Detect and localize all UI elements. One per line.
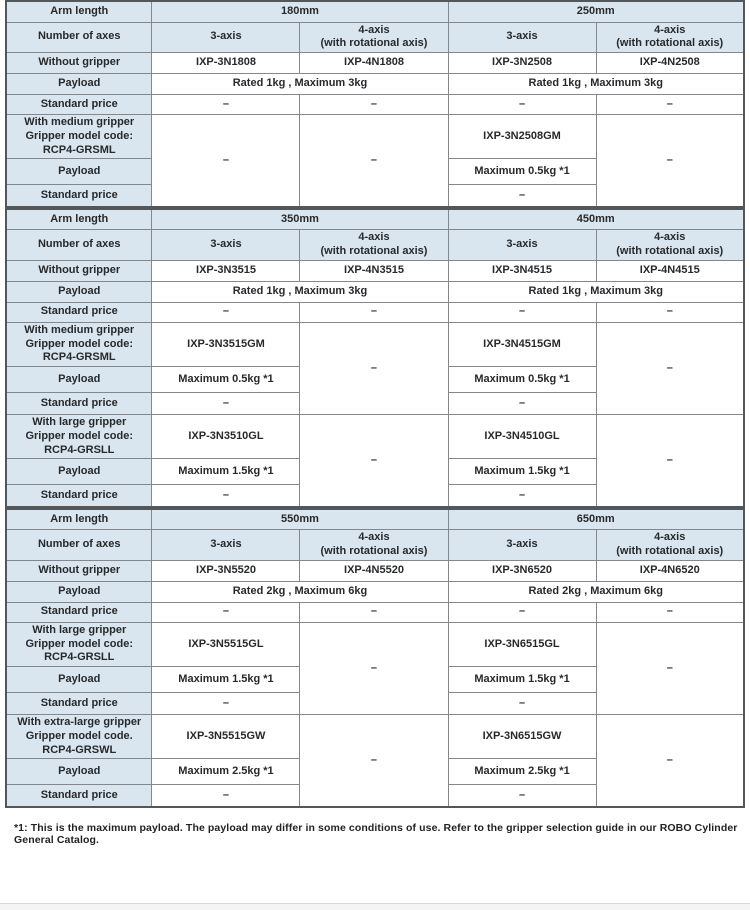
model-cell: IXP-3N2508 <box>448 53 596 74</box>
payload-cell: Maximum 1.5kg *1 <box>152 667 300 693</box>
table-row <box>6 322 744 366</box>
payload-cell: Maximum 0.5kg *1 <box>448 159 596 185</box>
axis-header-4axis <box>300 230 448 261</box>
price-cell: – <box>448 485 596 507</box>
axis-header-3axis: 3-axis <box>152 530 300 561</box>
table-row <box>6 74 744 95</box>
table-row <box>6 530 744 561</box>
price-cell: – <box>152 302 300 322</box>
price-cell: – <box>152 602 300 622</box>
arm-length-value: 450mm <box>448 209 744 230</box>
table-row <box>6 509 744 530</box>
page-bottom-divider <box>0 903 750 910</box>
price-label: Standard price <box>6 302 152 322</box>
price-label: Standard price <box>6 485 152 507</box>
payload-label: Payload <box>6 667 152 693</box>
model-cell: IXP-4N3515 <box>300 260 448 281</box>
arm-length-label: Arm length <box>6 509 152 530</box>
payload-label: Payload <box>6 759 152 785</box>
gripper-label-line3: RCP4-GRSWL <box>42 743 117 756</box>
axis-header-line1: 4-axis <box>654 531 686 544</box>
price-label: Standard price <box>6 393 152 415</box>
price-cell: – <box>152 393 300 415</box>
price-cell: – <box>596 302 744 322</box>
axis-header-4axis <box>596 530 744 561</box>
gripper-label-line3: RCP4-GRSML <box>42 351 116 364</box>
price-label: Standard price <box>6 185 152 207</box>
axis-header-3axis: 3-axis <box>152 22 300 53</box>
table-row <box>6 602 744 622</box>
price-label: Standard price <box>6 95 152 115</box>
gripper-label-line2: Gripper model code. <box>25 729 133 742</box>
table-row <box>6 622 744 666</box>
price-cell: – <box>300 95 448 115</box>
table-row <box>6 260 744 281</box>
arm-length-value: 250mm <box>448 1 744 22</box>
gripper-label-line2: Gripper model code: <box>25 637 134 650</box>
price-label: Standard price <box>6 602 152 622</box>
table-row <box>6 281 744 302</box>
model-cell: IXP-4N5520 <box>300 560 448 581</box>
arm-length-value: 550mm <box>152 509 448 530</box>
gripper-label-line3: RCP4-GRSLL <box>44 651 115 664</box>
model-cell: IXP-3N4510GL <box>448 415 596 459</box>
axes-label: Number of axes <box>6 530 152 561</box>
na-cell: – <box>300 622 448 714</box>
na-cell: – <box>300 415 448 507</box>
model-cell: IXP-4N4515 <box>596 260 744 281</box>
spec-table-350-450 <box>5 208 745 508</box>
without-gripper-label: Without gripper <box>6 260 152 281</box>
model-cell: IXP-4N6520 <box>596 560 744 581</box>
payload-cell: Rated 1kg , Maximum 3kg <box>152 281 448 302</box>
price-cell: – <box>152 785 300 807</box>
axis-header-line2: (with rotational axis) <box>320 245 428 257</box>
model-cell: IXP-3N6515GW <box>448 715 596 759</box>
gripper-block-label <box>6 415 152 459</box>
payload-cell: Maximum 2.5kg *1 <box>152 759 300 785</box>
axis-header-line1: 4-axis <box>654 23 686 36</box>
payload-cell: Rated 1kg , Maximum 3kg <box>448 281 744 302</box>
payload-cell: Rated 2kg , Maximum 6kg <box>152 581 448 602</box>
model-cell: IXP-3N5515GL <box>152 622 300 666</box>
axis-header-4axis <box>596 22 744 53</box>
table-row <box>6 715 744 759</box>
payload-cell: Maximum 1.5kg *1 <box>448 667 596 693</box>
gripper-label-line2: Gripper model code: <box>25 129 134 142</box>
na-cell: – <box>300 715 448 807</box>
model-cell: IXP-3N4515GM <box>448 322 596 366</box>
spec-table-550-650 <box>5 508 745 808</box>
table-row <box>6 209 744 230</box>
price-cell: – <box>152 693 300 715</box>
payload-label: Payload <box>6 74 152 95</box>
payload-label: Payload <box>6 281 152 302</box>
axis-header-line1: 4-axis <box>358 23 390 36</box>
table-row <box>6 302 744 322</box>
payload-cell: Maximum 2.5kg *1 <box>448 759 596 785</box>
axis-header-3axis: 3-axis <box>448 230 596 261</box>
without-gripper-label: Without gripper <box>6 53 152 74</box>
price-cell: – <box>596 95 744 115</box>
na-cell: – <box>596 622 744 714</box>
model-cell: IXP-3N3510GL <box>152 415 300 459</box>
gripper-label-line2: Gripper model code: <box>25 337 134 350</box>
model-cell: IXP-3N3515 <box>152 260 300 281</box>
axis-header-line1: 4-axis <box>654 231 686 244</box>
gripper-label-line1: With large gripper <box>32 416 127 428</box>
gripper-label-line1: With large gripper <box>32 623 127 636</box>
price-cell: – <box>448 785 596 807</box>
na-cell: – <box>300 322 448 414</box>
price-cell: – <box>596 602 744 622</box>
gripper-label-line3: RCP4-GRSML <box>42 143 116 156</box>
model-cell: IXP-3N1808 <box>152 53 300 74</box>
price-cell: – <box>152 485 300 507</box>
gripper-block-label <box>6 322 152 366</box>
model-cell: IXP-4N2508 <box>596 53 744 74</box>
table-row <box>6 95 744 115</box>
payload-cell: Maximum 0.5kg *1 <box>152 367 300 393</box>
model-cell: IXP-3N5515GW <box>152 715 300 759</box>
price-cell: – <box>448 302 596 322</box>
arm-length-value: 350mm <box>152 209 448 230</box>
axis-header-4axis <box>596 230 744 261</box>
payload-cell: Maximum 0.5kg *1 <box>448 367 596 393</box>
table-row <box>6 115 744 159</box>
payload-cell: Rated 1kg , Maximum 3kg <box>448 74 744 95</box>
gripper-label-line1: With extra-large gripper <box>17 716 142 728</box>
price-cell: – <box>152 95 300 115</box>
model-cell: IXP-4N1808 <box>300 53 448 74</box>
arm-length-value: 650mm <box>448 509 744 530</box>
axis-header-line1: 4-axis <box>358 231 390 244</box>
axis-header-line1: 4-axis <box>358 531 390 544</box>
na-cell: – <box>596 415 744 507</box>
payload-cell: Rated 2kg , Maximum 6kg <box>448 581 744 602</box>
arm-length-label: Arm length <box>6 209 152 230</box>
price-cell: – <box>448 95 596 115</box>
axis-header-4axis <box>300 530 448 561</box>
gripper-block-label <box>6 715 152 759</box>
gripper-label-line1: With medium gripper <box>24 116 135 128</box>
gripper-block-label <box>6 115 152 159</box>
axis-header-3axis: 3-axis <box>448 22 596 53</box>
spec-table-180-250 <box>5 0 745 208</box>
gripper-label-line1: With medium gripper <box>24 323 135 336</box>
without-gripper-label: Without gripper <box>6 560 152 581</box>
gripper-label-line3: RCP4-GRSLL <box>44 443 115 456</box>
payload-label: Payload <box>6 459 152 485</box>
model-cell: IXP-3N5520 <box>152 560 300 581</box>
na-cell: – <box>300 115 448 207</box>
na-cell: – <box>596 715 744 807</box>
na-cell: – <box>152 115 300 207</box>
price-label: Standard price <box>6 693 152 715</box>
payload-cell: Maximum 1.5kg *1 <box>152 459 300 485</box>
model-cell: IXP-3N6515GL <box>448 622 596 666</box>
price-cell: – <box>448 393 596 415</box>
table-row <box>6 230 744 261</box>
na-cell: – <box>596 322 744 414</box>
axes-label: Number of axes <box>6 22 152 53</box>
payload-label: Payload <box>6 367 152 393</box>
price-cell: – <box>448 185 596 207</box>
table-row <box>6 560 744 581</box>
model-cell: IXP-3N2508GM <box>448 115 596 159</box>
model-cell: IXP-3N6520 <box>448 560 596 581</box>
price-label: Standard price <box>6 785 152 807</box>
payload-label: Payload <box>6 159 152 185</box>
axis-header-line2: (with rotational axis) <box>616 545 724 557</box>
payload-label: Payload <box>6 581 152 602</box>
table-row <box>6 1 744 22</box>
axis-header-4axis <box>300 22 448 53</box>
na-cell: – <box>596 115 744 207</box>
axis-header-3axis: 3-axis <box>448 530 596 561</box>
table-row <box>6 53 744 74</box>
axis-header-line2: (with rotational axis) <box>320 37 428 50</box>
axis-header-line2: (with rotational axis) <box>616 245 724 257</box>
payload-cell: Rated 1kg , Maximum 3kg <box>152 74 448 95</box>
payload-cell: Maximum 1.5kg *1 <box>448 459 596 485</box>
arm-length-value: 180mm <box>152 1 448 22</box>
axis-header-line2: (with rotational axis) <box>320 545 428 557</box>
arm-length-label: Arm length <box>6 1 152 22</box>
model-cell: IXP-3N3515GM <box>152 322 300 366</box>
gripper-label-line2: Gripper model code: <box>25 429 134 442</box>
table-row <box>6 22 744 53</box>
price-cell: – <box>448 693 596 715</box>
table-row <box>6 415 744 459</box>
axis-header-3axis: 3-axis <box>152 230 300 261</box>
price-cell: – <box>300 602 448 622</box>
table-row <box>6 581 744 602</box>
axes-label: Number of axes <box>6 230 152 261</box>
footnote: *1: This is the maximum payload. The payload may differ in some conditions of use. Refer to the gripper selection guide in our ROBO Cylinder General Catalog. <box>14 821 738 846</box>
price-cell: – <box>448 602 596 622</box>
price-cell: – <box>300 302 448 322</box>
model-cell: IXP-3N4515 <box>448 260 596 281</box>
gripper-block-label <box>6 622 152 666</box>
axis-header-line2: (with rotational axis) <box>616 37 724 50</box>
